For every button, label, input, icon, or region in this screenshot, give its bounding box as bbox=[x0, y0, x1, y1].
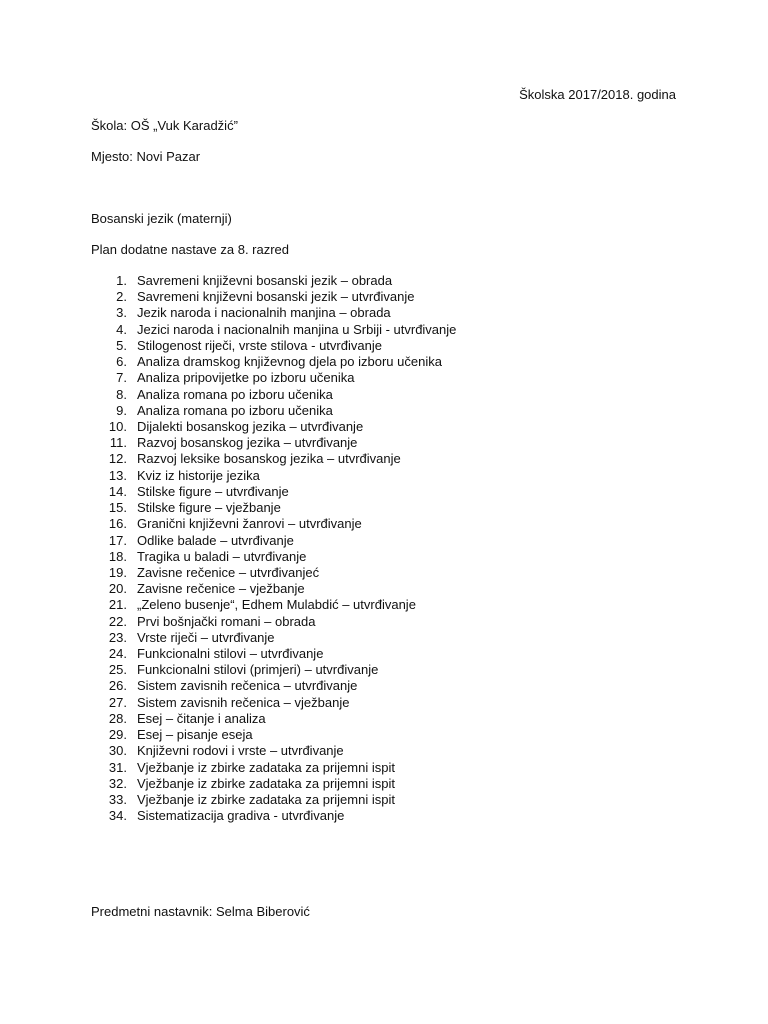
school-year: Školska 2017/2018. godina bbox=[519, 87, 676, 102]
topic-number: 26. bbox=[108, 678, 127, 694]
topic-text: Savremeni književni bosanski jezik – utvrđivanje bbox=[137, 289, 415, 305]
topic-text: Književni rodovi i vrste – utvrđivanje bbox=[137, 743, 344, 759]
topic-item bbox=[91, 403, 456, 419]
topic-number: 13. bbox=[108, 467, 127, 483]
topic-text: Razvoj bosanskog jezika – utvrđivanje bbox=[137, 435, 358, 451]
topic-item bbox=[91, 500, 456, 516]
topic-text: Stilske figure – vježbanje bbox=[137, 500, 281, 516]
topic-item bbox=[91, 743, 456, 759]
topic-number: 30. bbox=[108, 743, 127, 759]
topic-number: 32. bbox=[108, 775, 127, 791]
topic-item bbox=[91, 387, 456, 403]
topic-number: 34. bbox=[108, 808, 127, 824]
topic-item bbox=[91, 630, 456, 646]
topic-text: „Zeleno busenje“, Edhem Mulabdić – utvrđivanje bbox=[137, 597, 416, 613]
topic-item bbox=[91, 646, 456, 662]
topic-item bbox=[91, 370, 456, 386]
topic-text: Tragika u baladi – utvrđivanje bbox=[137, 548, 307, 564]
topic-item bbox=[91, 760, 456, 776]
topic-item bbox=[91, 354, 456, 370]
topic-number: 5. bbox=[116, 337, 127, 353]
topic-item bbox=[91, 549, 456, 565]
topic-text: Jezik naroda i nacionalnih manjina – obrada bbox=[137, 305, 391, 321]
topic-number: 17. bbox=[108, 532, 127, 548]
topic-number: 11. bbox=[109, 435, 127, 451]
topic-item bbox=[91, 597, 456, 613]
plan-title: Plan dodatne nastave za 8. razred bbox=[91, 242, 290, 257]
topic-text: Sistem zavisnih rečenica – utvrđivanje bbox=[137, 678, 358, 694]
school-location: Mjesto: Novi Pazar bbox=[91, 149, 201, 164]
topic-number: 15. bbox=[108, 500, 127, 516]
topic-item bbox=[91, 484, 456, 500]
topic-text: Analiza romana po izboru učenika bbox=[137, 402, 333, 418]
topic-number: 14. bbox=[108, 483, 127, 499]
topic-item bbox=[91, 727, 456, 743]
topic-item bbox=[91, 419, 456, 435]
topic-text: Vježbanje iz zbirke zadataka za prijemni ispit bbox=[137, 792, 395, 807]
topic-text: Savremeni književni bosanski jezik – obrada bbox=[137, 273, 393, 288]
topic-text: Prvi bošnjački romani – obrada bbox=[137, 613, 316, 629]
topic-number: 31. bbox=[108, 759, 127, 775]
topic-number: 23. bbox=[108, 629, 127, 645]
topic-item bbox=[91, 289, 456, 305]
topic-number: 21. bbox=[108, 597, 127, 613]
topic-number: 25. bbox=[108, 662, 127, 678]
topic-text: Zavisne rečenice – utvrđivanjeć bbox=[137, 564, 320, 580]
topic-text: Esej – čitanje i analiza bbox=[137, 710, 266, 726]
topic-item bbox=[91, 792, 456, 808]
topic-number: 29. bbox=[108, 727, 127, 743]
topic-item bbox=[91, 305, 456, 321]
topic-number: 20. bbox=[108, 581, 127, 597]
topic-number: 2. bbox=[116, 289, 127, 305]
topic-text: Esej – pisanje eseja bbox=[137, 727, 253, 743]
topic-text: Vrste riječi – utvrđivanje bbox=[137, 629, 275, 645]
topic-number: 18. bbox=[108, 548, 127, 564]
topic-text: Funkcionalni stilovi (primjeri) – utvrđivanje bbox=[137, 662, 379, 678]
topic-text: Analiza dramskog književnog djela po izboru učenika bbox=[137, 354, 442, 370]
topic-text: Zavisne rečenice – vježbanje bbox=[137, 581, 305, 597]
topic-number: 12. bbox=[108, 451, 127, 467]
topic-number: 10. bbox=[108, 418, 127, 434]
topic-item bbox=[91, 565, 456, 581]
topic-number: 19. bbox=[108, 564, 127, 580]
topic-item bbox=[91, 695, 456, 711]
topic-text: Odlike balade – utvrđivanje bbox=[137, 532, 294, 548]
topic-number: 4. bbox=[116, 321, 127, 337]
topic-number: 1. bbox=[116, 273, 127, 288]
topic-item bbox=[91, 711, 456, 727]
topic-item bbox=[91, 678, 456, 694]
topic-number: 22. bbox=[108, 613, 127, 629]
school-name: Škola: OŠ „Vuk Karadžić” bbox=[91, 118, 238, 133]
topic-list bbox=[91, 273, 456, 824]
topic-number: 9. bbox=[116, 402, 127, 418]
topic-item bbox=[91, 808, 456, 824]
topic-number: 33. bbox=[108, 792, 127, 807]
topic-item bbox=[91, 516, 456, 532]
topic-number: 27. bbox=[108, 694, 127, 710]
topic-number: 28. bbox=[108, 710, 127, 726]
topic-text: Sistem zavisnih rečenica – vježbanje bbox=[137, 694, 350, 710]
topic-text: Stilske figure – utvrđivanje bbox=[137, 483, 289, 499]
topic-item bbox=[91, 451, 456, 467]
topic-text: Vježbanje iz zbirke zadataka za prijemni ispit bbox=[137, 775, 395, 791]
topic-item bbox=[91, 435, 456, 451]
topic-item bbox=[91, 533, 456, 549]
topic-item bbox=[91, 776, 456, 792]
topic-text: Analiza pripovijetke po izboru učenika bbox=[137, 370, 355, 386]
topic-item bbox=[91, 614, 456, 630]
subject-title: Bosanski jezik (maternji) bbox=[91, 211, 232, 226]
topic-text: Vježbanje iz zbirke zadataka za prijemni ispit bbox=[137, 759, 395, 775]
topic-number: 8. bbox=[116, 386, 127, 402]
topic-number: 24. bbox=[108, 646, 127, 662]
topic-text: Analiza romana po izboru učenika bbox=[137, 386, 333, 402]
topic-item bbox=[91, 662, 456, 678]
topic-text: Sistematizacija gradiva - utvrđivanje bbox=[137, 808, 345, 824]
topic-number: 16. bbox=[108, 516, 127, 532]
topic-text: Jezici naroda i nacionalnih manjina u Srbiji - utvrđivanje bbox=[137, 321, 457, 337]
topic-item bbox=[91, 468, 456, 484]
topic-number: 3. bbox=[116, 305, 127, 321]
topic-item bbox=[91, 273, 456, 289]
topic-item bbox=[91, 322, 456, 338]
topic-number: 7. bbox=[116, 370, 127, 386]
topic-number: 6. bbox=[116, 354, 127, 370]
topic-text: Stilogenost riječi, vrste stilova - utvrđivanje bbox=[137, 337, 382, 353]
topic-text: Dijalekti bosanskog jezika – utvrđivanje bbox=[137, 418, 364, 434]
topic-text: Razvoj leksike bosanskog jezika – utvrđivanje bbox=[137, 451, 401, 467]
topic-text: Kviz iz historije jezika bbox=[137, 467, 260, 483]
teacher-name: Predmetni nastavnik: Selma Biberović bbox=[91, 904, 310, 919]
topic-item bbox=[91, 338, 456, 354]
topic-item bbox=[91, 581, 456, 597]
topic-text: Granični književni žanrovi – utvrđivanje bbox=[137, 516, 362, 532]
topic-text: Funkcionalni stilovi – utvrđivanje bbox=[137, 646, 324, 662]
